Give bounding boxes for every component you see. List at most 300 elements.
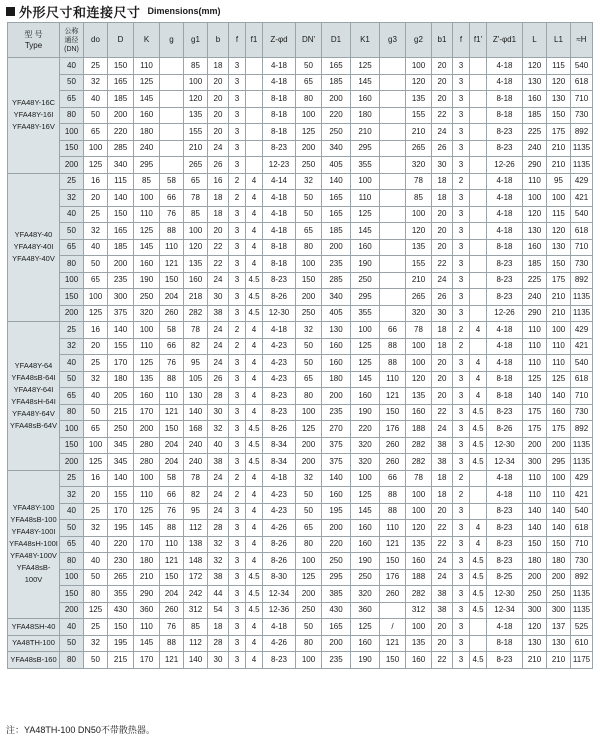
value-cell: 230 (108, 553, 134, 570)
value-cell: 8-23 (487, 553, 523, 570)
value-cell (470, 107, 487, 124)
dn-cell: 40 (60, 58, 84, 75)
header-col: D (108, 23, 134, 58)
value-cell: 200 (523, 437, 547, 454)
value-cell: 210 (134, 569, 160, 586)
dn-cell: 200 (60, 305, 84, 322)
value-cell: 88 (160, 223, 184, 240)
value-cell: 4-18 (487, 223, 523, 240)
value-cell: 195 (108, 520, 134, 537)
dn-cell: 40 (60, 355, 84, 372)
value-cell: 150 (523, 536, 547, 553)
value-cell (380, 602, 406, 619)
value-cell: 130 (547, 635, 571, 652)
value-cell: 20 (208, 223, 229, 240)
value-cell: 160 (134, 388, 160, 405)
value-cell: 200 (296, 437, 322, 454)
value-cell (246, 124, 263, 141)
value-cell (380, 58, 406, 75)
value-cell: 3 (229, 272, 246, 289)
value-cell: 320 (134, 305, 160, 322)
value-cell: 120 (184, 239, 208, 256)
value-cell: 38 (208, 305, 229, 322)
value-cell: 110 (547, 487, 571, 504)
value-cell: 8-23 (487, 124, 523, 141)
value-cell: 125 (351, 355, 380, 372)
value-cell: 295 (547, 454, 571, 471)
dn-cell: 150 (60, 140, 84, 157)
value-cell: 120 (406, 74, 432, 91)
value-cell (470, 635, 487, 652)
value-cell: 160 (134, 256, 160, 273)
value-cell: 24 (432, 124, 453, 141)
value-cell: 20 (432, 503, 453, 520)
value-cell: / (380, 619, 406, 636)
value-cell: 40 (84, 91, 108, 108)
header-col: g3 (380, 23, 406, 58)
value-cell: 18 (432, 173, 453, 190)
value-cell: 2 (229, 487, 246, 504)
value-cell: 3 (453, 91, 470, 108)
value-cell: 155 (406, 256, 432, 273)
value-cell: 20 (432, 74, 453, 91)
table-row (8, 388, 593, 405)
value-cell: 95 (184, 503, 208, 520)
header-col: g (160, 23, 184, 58)
value-cell: 40 (84, 239, 108, 256)
value-cell: 65 (84, 124, 108, 141)
value-cell: 100 (406, 503, 432, 520)
value-cell: 4-18 (263, 470, 296, 487)
value-cell: 3 (229, 520, 246, 537)
value-cell: 250 (322, 124, 351, 141)
value-cell: 195 (322, 503, 351, 520)
header-col: Z'-φd1 (487, 23, 523, 58)
value-cell: 280 (134, 437, 160, 454)
value-cell: 20 (432, 206, 453, 223)
value-cell (470, 223, 487, 240)
value-cell: 20 (432, 239, 453, 256)
value-cell: 240 (134, 140, 160, 157)
value-cell: 32 (296, 322, 322, 339)
value-cell: 3 (229, 239, 246, 256)
table-row (8, 520, 593, 537)
value-cell: 4 (246, 388, 263, 405)
value-cell: 110 (134, 619, 160, 636)
value-cell: 320 (351, 586, 380, 603)
header-col: b (208, 23, 229, 58)
value-cell: 3 (453, 124, 470, 141)
type-name: YFA48sB-64V (9, 420, 58, 430)
value-cell: 4.5 (246, 305, 263, 322)
value-cell: 16 (208, 173, 229, 190)
header-row (8, 23, 593, 58)
value-cell: 4.5 (246, 569, 263, 586)
table-row (8, 404, 593, 421)
value-cell (470, 487, 487, 504)
value-cell: 3 (229, 371, 246, 388)
type-name: YFA48sB-100 (10, 515, 57, 525)
value-cell: 3 (229, 91, 246, 108)
value-cell: 200 (296, 454, 322, 471)
value-cell: 65 (84, 272, 108, 289)
table-row (8, 371, 593, 388)
value-cell: 140 (108, 190, 134, 207)
value-cell: 125 (296, 124, 322, 141)
value-cell: 150 (380, 404, 406, 421)
dn-cell: 80 (60, 107, 84, 124)
value-cell: 421 (571, 338, 593, 355)
dn-cell: 80 (60, 652, 84, 669)
value-cell: 66 (380, 322, 406, 339)
table-row (8, 553, 593, 570)
value-cell: 30 (208, 404, 229, 421)
value-cell: 4 (246, 223, 263, 240)
value-cell: 540 (571, 503, 593, 520)
value-cell: 265 (406, 140, 432, 157)
value-cell: 95 (547, 173, 571, 190)
value-cell (380, 91, 406, 108)
value-cell: 22 (432, 404, 453, 421)
value-cell: 32 (84, 635, 108, 652)
value-cell: 3 (453, 272, 470, 289)
table-row (8, 206, 593, 223)
dn-cell: 32 (60, 338, 84, 355)
value-cell: 892 (571, 272, 593, 289)
value-cell: 4.5 (246, 289, 263, 306)
value-cell: 4 (246, 322, 263, 339)
value-cell: 65 (296, 74, 322, 91)
value-cell: 80 (84, 586, 108, 603)
value-cell: 65 (296, 371, 322, 388)
value-cell (470, 190, 487, 207)
value-cell: 140 (322, 470, 351, 487)
value-cell: 150 (160, 569, 184, 586)
value-cell: 250 (547, 586, 571, 603)
value-cell: 160 (523, 91, 547, 108)
value-cell: 50 (84, 652, 108, 669)
dn-cell: 150 (60, 586, 84, 603)
value-cell: 160 (322, 355, 351, 372)
value-cell: 88 (160, 520, 184, 537)
value-cell: 130 (547, 239, 571, 256)
value-cell: 125 (84, 454, 108, 471)
table-row (8, 157, 593, 174)
dn-cell: 25 (60, 173, 84, 190)
value-cell: 100 (547, 470, 571, 487)
value-cell: 50 (296, 619, 322, 636)
value-cell: 4 (246, 190, 263, 207)
type-cell (8, 322, 60, 471)
value-cell: 4 (246, 536, 263, 553)
value-cell: 140 (184, 404, 208, 421)
header-dn-line1: 公称 (64, 27, 79, 35)
type-name: YFA48Y-16V (12, 122, 55, 132)
table-row (8, 503, 593, 520)
value-cell: 20 (84, 190, 108, 207)
value-cell: 355 (351, 157, 380, 174)
value-cell: 24 (208, 355, 229, 372)
value-cell: 155 (108, 338, 134, 355)
value-cell: 85 (184, 206, 208, 223)
table-row (8, 338, 593, 355)
value-cell: 200 (322, 388, 351, 405)
value-cell: 125 (351, 619, 380, 636)
dn-cell: 80 (60, 256, 84, 273)
value-cell: 3 (229, 619, 246, 636)
value-cell: 18 (432, 470, 453, 487)
value-cell: 3 (229, 553, 246, 570)
value-cell: 200 (322, 239, 351, 256)
value-cell: 22 (432, 520, 453, 537)
header-col: K1 (351, 23, 380, 58)
value-cell: 145 (351, 74, 380, 91)
value-cell: 3 (453, 569, 470, 586)
value-cell: 4-18 (487, 206, 523, 223)
dn-cell: 40 (60, 206, 84, 223)
value-cell: 26 (432, 140, 453, 157)
value-cell: 32 (84, 74, 108, 91)
value-cell: 80 (296, 239, 322, 256)
value-cell: 85 (134, 173, 160, 190)
value-cell: 30 (208, 289, 229, 306)
dn-cell: 200 (60, 454, 84, 471)
value-cell: 218 (184, 289, 208, 306)
value-cell: 110 (160, 536, 184, 553)
value-cell: 892 (571, 124, 593, 141)
value-cell: 137 (547, 619, 571, 636)
value-cell: 110 (523, 322, 547, 339)
value-cell: 100 (406, 487, 432, 504)
value-cell: 3 (453, 305, 470, 322)
value-cell: 25 (84, 206, 108, 223)
value-cell: 20 (84, 338, 108, 355)
header-col: ≈H (571, 23, 593, 58)
value-cell: 618 (571, 74, 593, 91)
dn-cell: 65 (60, 388, 84, 405)
title-square-icon (6, 7, 15, 16)
value-cell: 429 (571, 322, 593, 339)
value-cell (160, 58, 184, 75)
value-cell: 135 (406, 91, 432, 108)
value-cell: 312 (406, 602, 432, 619)
value-cell: 260 (380, 454, 406, 471)
value-cell: 38 (432, 437, 453, 454)
value-cell: 18 (208, 206, 229, 223)
table-row (8, 586, 593, 603)
value-cell: 125 (134, 503, 160, 520)
value-cell (470, 58, 487, 75)
value-cell (470, 470, 487, 487)
value-cell: 4-23 (263, 503, 296, 520)
value-cell: 38 (432, 602, 453, 619)
value-cell: 18 (208, 58, 229, 75)
value-cell: 210 (184, 140, 208, 157)
value-cell: 8-18 (263, 107, 296, 124)
dn-cell: 200 (60, 157, 84, 174)
header-col: L1 (547, 23, 571, 58)
value-cell: 100 (351, 322, 380, 339)
value-cell: 3 (453, 107, 470, 124)
value-cell: 210 (406, 272, 432, 289)
value-cell: 3 (229, 437, 246, 454)
table-row (8, 223, 593, 240)
value-cell: 135 (406, 388, 432, 405)
value-cell: 40 (208, 437, 229, 454)
value-cell: 2 (229, 173, 246, 190)
value-cell: 220 (322, 107, 351, 124)
value-cell: 4.5 (470, 421, 487, 438)
type-name: YFA48sH-64I (11, 396, 56, 406)
value-cell: 4-23 (263, 338, 296, 355)
value-cell: 112 (184, 635, 208, 652)
value-cell: 16 (84, 322, 108, 339)
value-cell: 3 (453, 421, 470, 438)
value-cell: 4-18 (487, 190, 523, 207)
value-cell: 125 (134, 74, 160, 91)
value-cell: 240 (523, 289, 547, 306)
value-cell: 160 (351, 388, 380, 405)
footnote: 注：YA48TH-100 DN50不带散热器。 (6, 725, 155, 735)
value-cell: 4.5 (246, 602, 263, 619)
value-cell: 160 (351, 91, 380, 108)
value-cell: 40 (84, 553, 108, 570)
value-cell: 170 (134, 652, 160, 669)
value-cell: 165 (322, 190, 351, 207)
table-row (8, 305, 593, 322)
table-row (8, 256, 593, 273)
value-cell: 4-18 (263, 322, 296, 339)
table-row (8, 58, 593, 75)
value-cell: 4-23 (263, 371, 296, 388)
value-cell: 12-26 (487, 157, 523, 174)
value-cell: 95 (184, 355, 208, 372)
value-cell: 4.5 (470, 553, 487, 570)
value-cell: 250 (296, 602, 322, 619)
value-cell: 340 (108, 157, 134, 174)
value-cell: 4-18 (263, 619, 296, 636)
value-cell: 2 (229, 322, 246, 339)
value-cell: 260 (380, 586, 406, 603)
value-cell: 125 (134, 223, 160, 240)
table-row (8, 124, 593, 141)
value-cell: 220 (351, 421, 380, 438)
value-cell: 3 (453, 289, 470, 306)
value-cell: 160 (322, 338, 351, 355)
value-cell: 160 (547, 404, 571, 421)
dn-cell: 32 (60, 487, 84, 504)
dn-cell: 65 (60, 239, 84, 256)
value-cell: 4 (470, 536, 487, 553)
value-cell: 135 (184, 256, 208, 273)
value-cell: 50 (84, 569, 108, 586)
type-cell (8, 619, 60, 636)
value-cell: 121 (380, 635, 406, 652)
value-cell (160, 140, 184, 157)
value-cell: 24 (208, 503, 229, 520)
value-cell: 160 (134, 107, 160, 124)
value-cell: 3 (453, 619, 470, 636)
type-name: YFA48sH-100I (9, 539, 58, 549)
value-cell: 160 (351, 536, 380, 553)
value-cell: 8-25 (487, 569, 523, 586)
value-cell (470, 157, 487, 174)
value-cell: 200 (322, 520, 351, 537)
value-cell: 300 (523, 602, 547, 619)
value-cell: 3 (229, 107, 246, 124)
value-cell: 18 (432, 190, 453, 207)
value-cell: 190 (351, 404, 380, 421)
value-cell: 65 (296, 223, 322, 240)
value-cell: 3 (229, 355, 246, 372)
value-cell: 150 (108, 58, 134, 75)
value-cell: 4.5 (470, 437, 487, 454)
type-cell (8, 470, 60, 619)
value-cell: 38 (432, 454, 453, 471)
value-cell: 240 (184, 454, 208, 471)
value-cell: 421 (571, 487, 593, 504)
value-cell (470, 74, 487, 91)
value-cell: 145 (351, 371, 380, 388)
header-dn-line2: 通径 (64, 36, 79, 44)
value-cell: 3 (229, 421, 246, 438)
value-cell: 4 (246, 338, 263, 355)
value-cell: 1135 (571, 305, 593, 322)
value-cell: 8-23 (263, 404, 296, 421)
value-cell: 58 (160, 173, 184, 190)
value-cell: 210 (406, 124, 432, 141)
value-cell: 240 (184, 437, 208, 454)
value-cell: 24 (208, 338, 229, 355)
value-cell: 125 (351, 206, 380, 223)
dn-cell: 50 (60, 520, 84, 537)
value-cell: 20 (208, 74, 229, 91)
value-cell: 3 (453, 520, 470, 537)
value-cell: 200 (134, 421, 160, 438)
value-cell: 100 (184, 223, 208, 240)
value-cell: 130 (547, 91, 571, 108)
value-cell: 235 (322, 404, 351, 421)
value-cell: 3 (453, 437, 470, 454)
value-cell: 88 (160, 371, 184, 388)
value-cell: 160 (406, 652, 432, 669)
value-cell: 8-23 (263, 272, 296, 289)
table-row (8, 487, 593, 504)
value-cell: 285 (322, 272, 351, 289)
value-cell: 22 (208, 239, 229, 256)
value-cell (470, 305, 487, 322)
value-cell: 4-26 (263, 635, 296, 652)
value-cell: 82 (184, 487, 208, 504)
value-cell: 405 (322, 305, 351, 322)
value-cell: 110 (523, 470, 547, 487)
value-cell: 4 (246, 355, 263, 372)
value-cell: 240 (523, 140, 547, 157)
value-cell: 180 (322, 371, 351, 388)
value-cell: 121 (160, 652, 184, 669)
value-cell: 360 (134, 602, 160, 619)
header-col: g1 (184, 23, 208, 58)
value-cell: 140 (547, 503, 571, 520)
value-cell: 180 (351, 107, 380, 124)
value-cell: 165 (108, 74, 134, 91)
value-cell: 22 (432, 652, 453, 669)
value-cell: 260 (160, 305, 184, 322)
value-cell: 130 (184, 388, 208, 405)
table-row (8, 239, 593, 256)
dn-cell: 40 (60, 503, 84, 520)
value-cell (160, 74, 184, 91)
